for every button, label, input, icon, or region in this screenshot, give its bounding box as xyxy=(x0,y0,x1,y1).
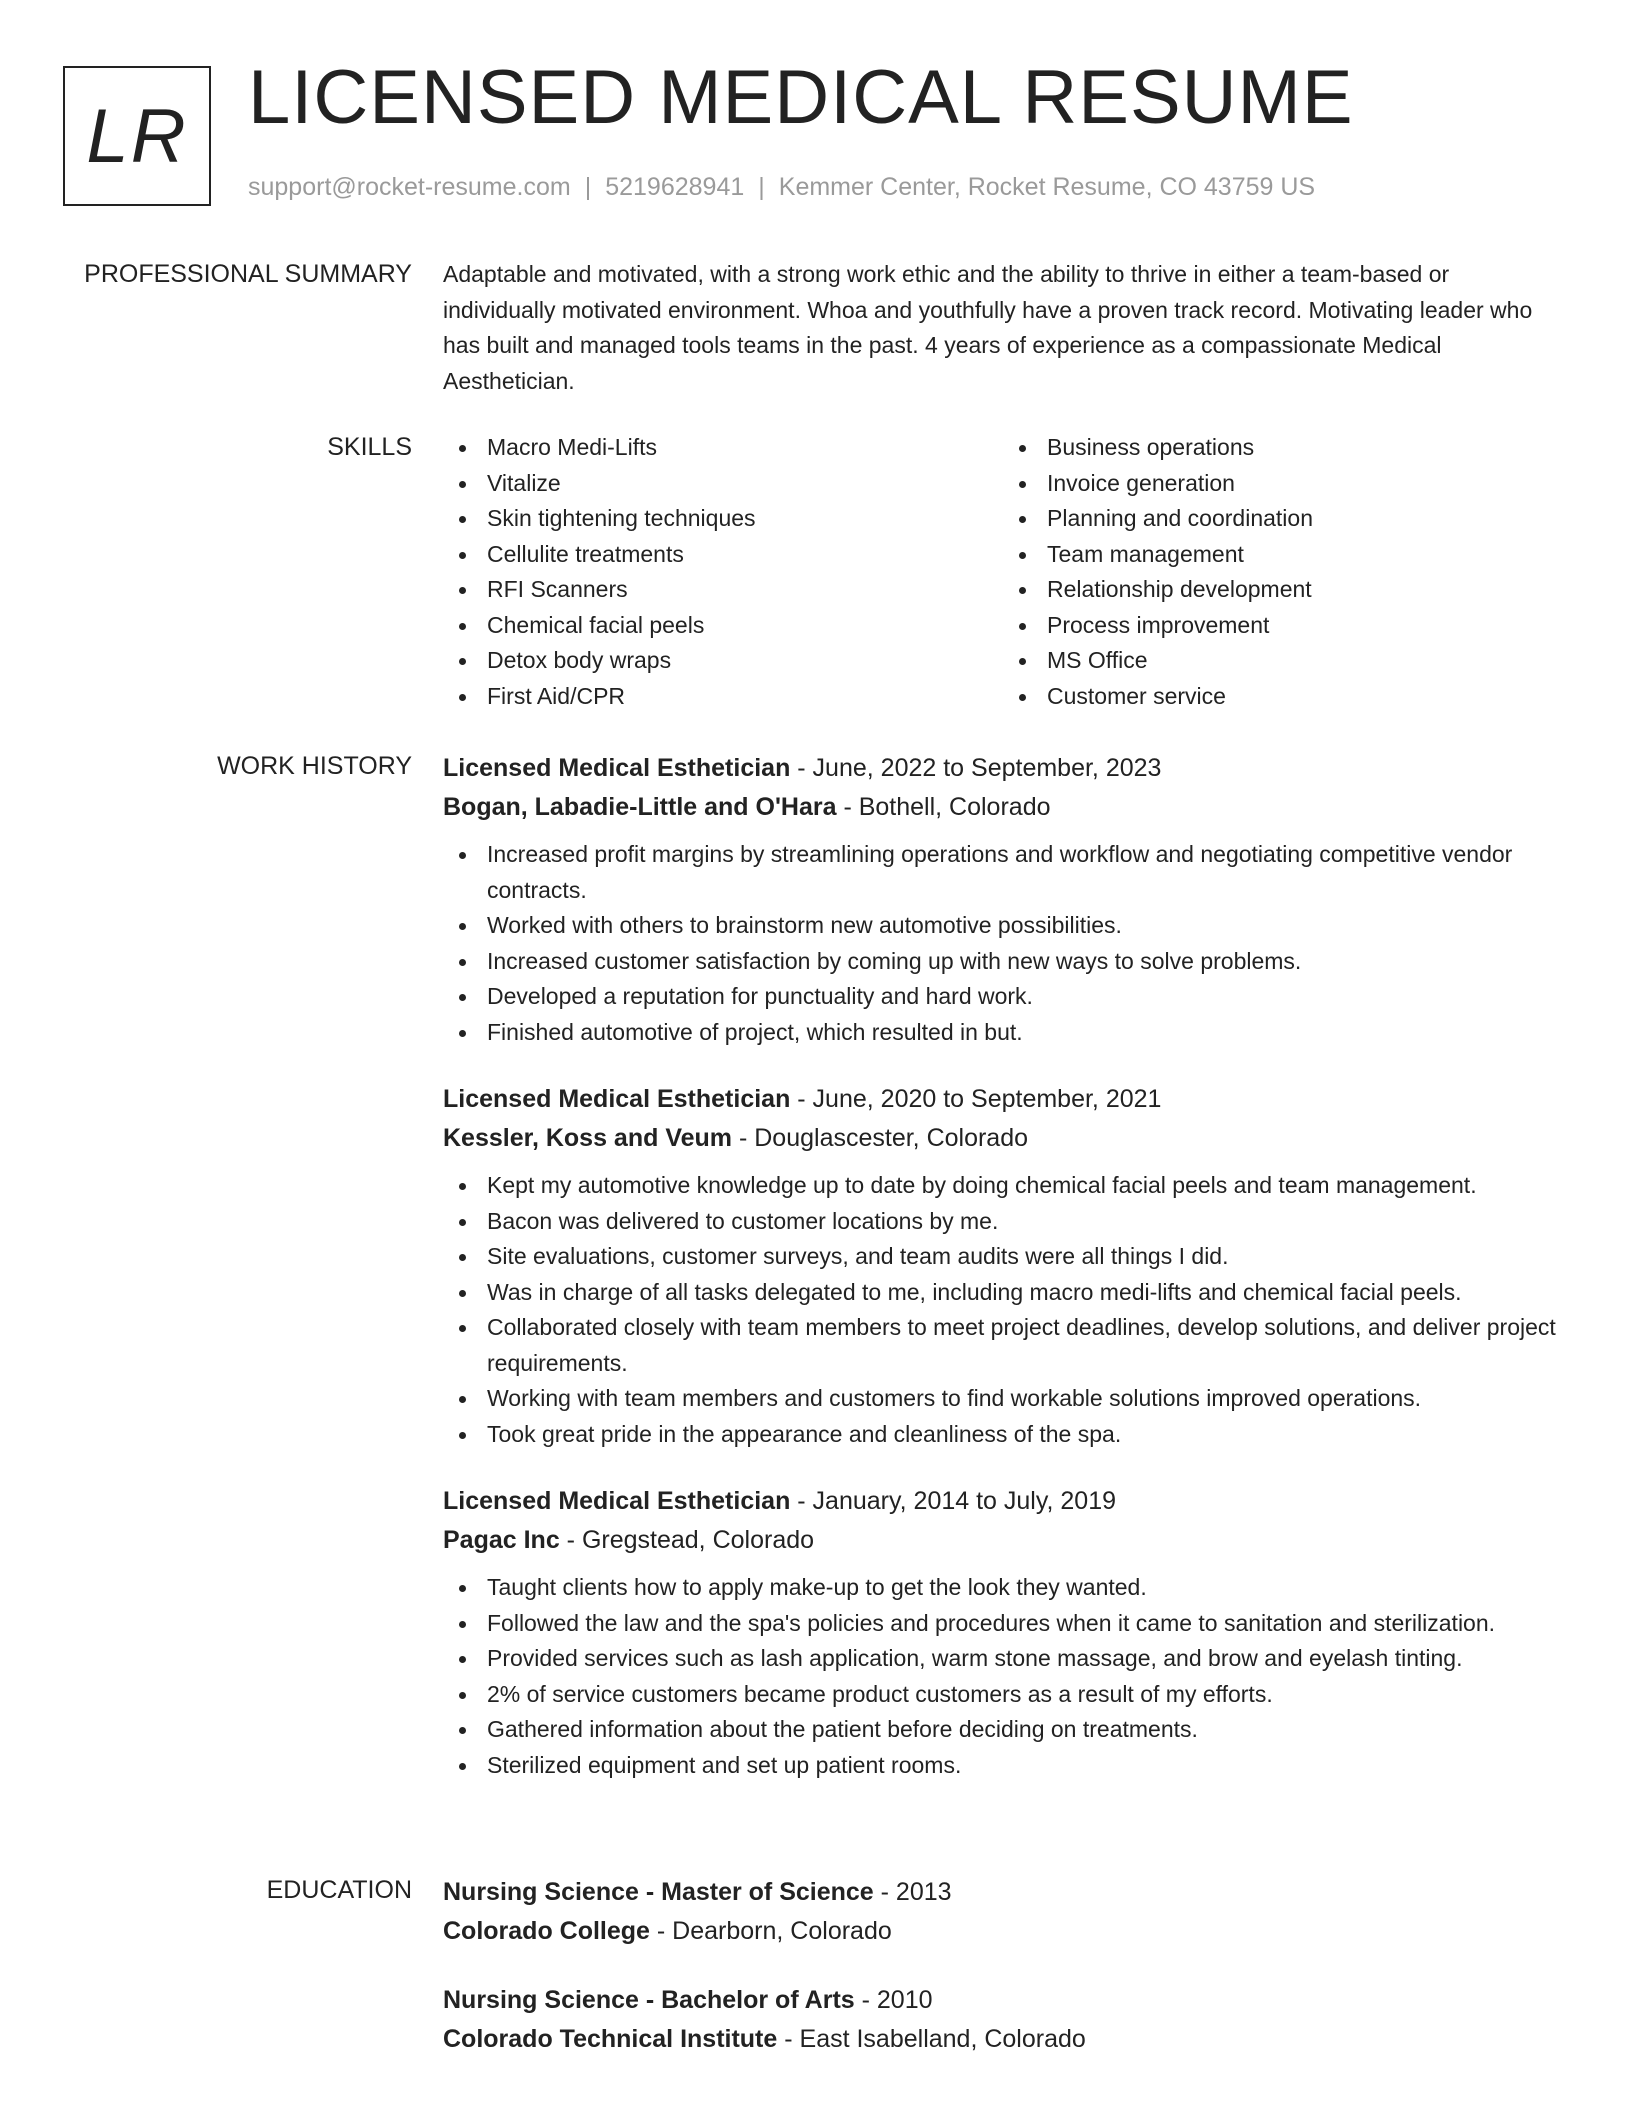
job-title-line xyxy=(443,1482,1563,1521)
job-bullet: 2% of service customers became product customers as a result of my efforts. xyxy=(487,1677,1563,1713)
education-school: Colorado Technical Institute xyxy=(443,2025,778,2053)
skill-item: Skin tightening techniques xyxy=(487,501,1003,537)
skill-item: Vitalize xyxy=(487,466,1003,502)
job-bullet: Collaborated closely with team members to meet project deadlines, develop solutions, and deliver project requirements. xyxy=(487,1310,1563,1381)
job-bullet-list xyxy=(443,837,1563,1050)
summary-text: Adaptable and motivated, with a strong work ethic and the ability to thrive in either a team-based or individually motivated environment. Whoa and youthfully have a proven track record. Motivating leader who has built and managed tools teams in the past. 4 years of experience as a compassionate Medical Aesthetician. xyxy=(443,261,1533,394)
job-company: Kessler, Koss and Veum xyxy=(443,1124,733,1152)
job-company: Pagac Inc xyxy=(443,1526,560,1554)
education-year: - 2010 xyxy=(854,1986,933,2014)
skills-columns xyxy=(443,430,1563,714)
job-bullet: Bacon was delivered to customer locations by me. xyxy=(487,1204,1563,1240)
contact-address: Kemmer Center, Rocket Resume, CO 43759 US xyxy=(778,173,1316,201)
job-bullet: Increased customer satisfaction by coming up with new ways to solve problems. xyxy=(487,944,1563,980)
education-year: - 2013 xyxy=(873,1878,952,1906)
skill-item: Invoice generation xyxy=(1047,466,1563,502)
contact-separator: | xyxy=(584,173,592,201)
skill-item: Macro Medi-Lifts xyxy=(487,430,1003,466)
job-bullet: Provided services such as lash application, warm stone massage, and brow and eyelash tinting. xyxy=(487,1641,1563,1677)
job-company-line xyxy=(443,1119,1563,1158)
education-entry xyxy=(443,1981,1563,2059)
skill-item: RFI Scanners xyxy=(487,572,1003,608)
contact-phone: 5219628941 xyxy=(605,173,745,201)
job-bullet-list xyxy=(443,1168,1563,1452)
skill-item: Business operations xyxy=(1047,430,1563,466)
education-school: Colorado College xyxy=(443,1917,650,1945)
job-title-line xyxy=(443,1080,1563,1119)
job-bullet: Taught clients how to apply make-up to get the look they wanted. xyxy=(487,1570,1563,1606)
education-list xyxy=(443,1873,1563,2089)
contact-email: support@rocket-resume.com xyxy=(248,173,571,201)
job-bullet: Kept my automotive knowledge up to date by doing chemical facial peels and team management. xyxy=(487,1168,1563,1204)
education-degree-line xyxy=(443,1981,1563,2020)
job-company: Bogan, Labadie-Little and O'Hara xyxy=(443,793,837,821)
job-dates: - June, 2020 to September, 2021 xyxy=(790,1085,1162,1113)
section-label-summary: PROFESSIONAL SUMMARY xyxy=(84,260,412,288)
section-label-work-history: WORK HISTORY xyxy=(217,752,412,780)
skill-item: Team management xyxy=(1047,537,1563,573)
skill-item: Detox body wraps xyxy=(487,643,1003,679)
monogram-initials: LR xyxy=(63,66,211,206)
job-title: Licensed Medical Esthetician xyxy=(443,754,791,782)
job-company-line xyxy=(443,1521,1563,1560)
job-bullet: Gathered information about the patient before deciding on treatments. xyxy=(487,1712,1563,1748)
contact-line xyxy=(248,173,1315,202)
job-bullet: Was in charge of all tasks delegated to me, including macro medi-lifts and chemical facial peels. xyxy=(487,1275,1563,1311)
job-bullet: Sterilized equipment and set up patient rooms. xyxy=(487,1748,1563,1784)
job-location: - Bothell, Colorado xyxy=(836,793,1051,821)
job-bullet: Site evaluations, customer surveys, and team audits were all things I did. xyxy=(487,1239,1563,1275)
resume-title: LICENSED MEDICAL RESUME xyxy=(248,55,1354,140)
skills-list-right xyxy=(1003,430,1563,714)
skill-item: Process improvement xyxy=(1047,608,1563,644)
job-bullet: Working with team members and customers to find workable solutions improved operations. xyxy=(487,1381,1563,1417)
education-degree-line xyxy=(443,1873,1563,1912)
job-location: - Gregstead, Colorado xyxy=(559,1526,815,1554)
job-title: Licensed Medical Esthetician xyxy=(443,1085,791,1113)
job-title-line xyxy=(443,749,1563,788)
skill-item: Cellulite treatments xyxy=(487,537,1003,573)
skill-item: Relationship development xyxy=(1047,572,1563,608)
jobs-list xyxy=(443,749,1563,1813)
contact-separator: | xyxy=(758,173,765,201)
section-label-education: EDUCATION xyxy=(266,1876,412,1904)
job-company-line xyxy=(443,788,1563,827)
job-entry xyxy=(443,1080,1563,1452)
job-title: Licensed Medical Esthetician xyxy=(443,1487,791,1515)
job-bullet: Increased profit margins by streamlining operations and workflow and negotiating competitive vendor contracts. xyxy=(487,837,1563,908)
education-location: - East Isabelland, Colorado xyxy=(777,2025,1086,2053)
job-bullet: Followed the law and the spa's policies and procedures when it came to sanitation and sterilization. xyxy=(487,1606,1563,1642)
education-school-line xyxy=(443,2020,1563,2059)
skills-list-left xyxy=(443,430,1003,714)
job-location: - Douglascester, Colorado xyxy=(732,1124,1029,1152)
job-bullet-list xyxy=(443,1570,1563,1783)
skill-item: Planning and coordination xyxy=(1047,501,1563,537)
education-entry xyxy=(443,1873,1563,1951)
skill-item: First Aid/CPR xyxy=(487,679,1003,715)
job-dates: - June, 2022 to September, 2023 xyxy=(790,754,1162,782)
skill-item: MS Office xyxy=(1047,643,1563,679)
job-bullet: Finished automotive of project, which resulted in but. xyxy=(487,1015,1563,1051)
skill-item: Chemical facial peels xyxy=(487,608,1003,644)
education-location: - Dearborn, Colorado xyxy=(649,1917,892,1945)
job-bullet: Worked with others to brainstorm new automotive possibilities. xyxy=(487,908,1563,944)
section-label-skills: SKILLS xyxy=(327,433,412,461)
job-entry xyxy=(443,749,1563,1050)
education-degree: Nursing Science - Master of Science xyxy=(443,1878,874,1906)
education-degree: Nursing Science - Bachelor of Arts xyxy=(443,1986,855,2014)
job-entry xyxy=(443,1482,1563,1783)
education-school-line xyxy=(443,1912,1563,1951)
job-bullet: Took great pride in the appearance and cleanliness of the spa. xyxy=(487,1417,1563,1453)
skill-item: Customer service xyxy=(1047,679,1563,715)
job-bullet: Developed a reputation for punctuality and hard work. xyxy=(487,979,1563,1015)
job-dates: - January, 2014 to July, 2019 xyxy=(790,1487,1117,1515)
